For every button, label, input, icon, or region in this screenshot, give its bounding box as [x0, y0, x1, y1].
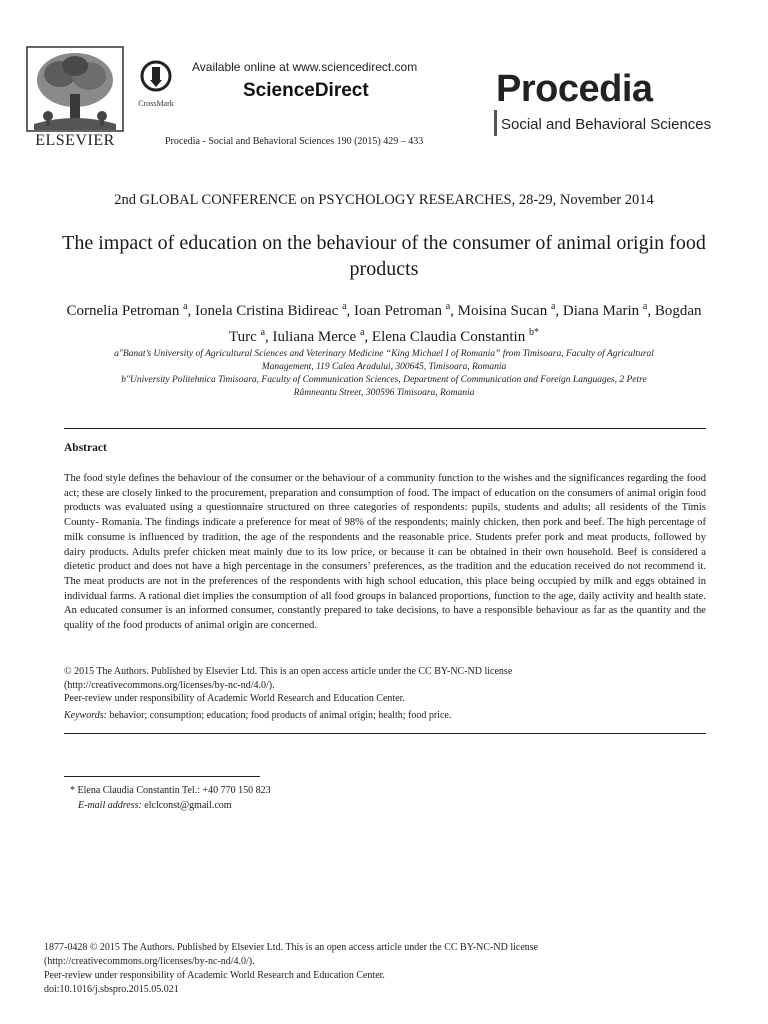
affiliation-b-line-1: b"University Politehnica Timisoara, Faculty of Communication Sciences, Department of Communication and Foreign Languages, 2 Petre — [121, 375, 647, 385]
footnote-rule — [64, 776, 260, 777]
author-affiliation-mark: a — [642, 301, 648, 312]
author-name: Diana Marin $^a$ — [562, 301, 648, 319]
email-label: E-mail address: — [78, 800, 142, 811]
sciencedirect-wordmark[interactable]: ScienceDirect — [243, 80, 369, 101]
procedia-wordmark: Procedia — [496, 68, 653, 110]
copyright-notice: © 2015 The Authors. Published by Elsevier Ltd. This is an open access article under the CC BY-NC-ND license — [64, 666, 513, 677]
footer-license-link[interactable]: (http://creativecommons.org/licenses/by-nc-nd/4.0/). — [44, 956, 255, 967]
author-name: Cornelia Petroman $^a$ — [66, 301, 188, 319]
affiliation-a-line-1: a"Banat’s University of Agricultural Sciences and Veterinary Medicine “King Michael I of Romania” from Timisoara, Faculty of Agricultural — [114, 349, 654, 359]
peer-review-notice: Peer-review under responsibility of Academic World Research and Education Center. — [64, 693, 405, 704]
footer-peer-review: Peer-review under responsibility of Academic World Research and Education Center. — [44, 970, 385, 981]
keywords-label: Keywords: — [64, 710, 107, 721]
author-list: Cornelia Petroman $^a$, Ionela Cristina Bidireac $^a$, Ioan Petroman $^a$, Moisina Sucan $^a$, Diana Marin $^a$, Bogdan Turc $^a$, Iuliana Merce $^a$, Elena Claudia Constantin $^{b*}$ — [66, 301, 702, 345]
license-link[interactable]: (http://creativecommons.org/licenses/by-nc-nd/4.0/). — [64, 680, 275, 691]
crossmark-icon — [140, 60, 172, 92]
crossmark-badge[interactable] — [136, 60, 176, 112]
abstract-heading: Abstract — [64, 442, 107, 454]
keywords-list: behavior; consumption; education; food products of animal origin; health; food price. — [109, 710, 452, 721]
author-affiliation-mark: a — [359, 327, 365, 338]
author-affiliation-mark: a — [342, 301, 347, 312]
author-name: Bogdan Turc $^a$ — [229, 303, 702, 345]
affiliation-b-line-2: Râmneantu Street, 300596 Timisoara, Romania — [293, 388, 475, 398]
corresponding-author: * Elena Claudia Constantin Tel.: +40 770 150 823 — [70, 785, 271, 796]
email-line — [78, 800, 232, 811]
crossmark-label: CrossMark — [138, 99, 174, 108]
author-name: Ionela Cristina Bidireac $^a$ — [195, 301, 347, 319]
author-affiliation-mark: a — [445, 301, 451, 312]
author-affiliation-mark: a — [260, 327, 266, 338]
footer-copyright: 1877-0428 © 2015 The Authors. Published by Elsevier Ltd. This is an open access article under the CC BY-NC-ND license — [44, 942, 539, 953]
elsevier-wordmark: ELSEVIER — [35, 132, 115, 149]
procedia-divider — [494, 110, 497, 136]
conference-name: 2nd GLOBAL CONFERENCE on PSYCHOLOGY RESEARCHES, 28-29, November 2014 — [114, 192, 654, 208]
author-affiliation-mark: a — [550, 301, 556, 312]
author-affiliation-mark: a — [183, 301, 188, 312]
affiliation-a-line-2: Management, 119 Calea Aradului, 300645, Timisoara, Romania — [261, 362, 507, 372]
author-name: Moisina Sucan $^a$ — [457, 301, 556, 319]
paper-title: The impact of education on the behaviour of the consumer of animal origin food products — [62, 232, 706, 280]
footer-doi[interactable]: doi:10.1016/j.sbspro.2015.05.021 — [44, 984, 179, 995]
author-affiliation-mark: b* — [528, 327, 539, 338]
elsevier-logo — [20, 46, 130, 150]
journal-citation: Procedia - Social and Behavioral Sciences 190 (2015) 429 – 433 — [165, 136, 424, 147]
author-name: Iuliana Merce $^a$ — [272, 327, 365, 345]
author-name: Ioan Petroman $^a$ — [354, 301, 451, 319]
keywords — [64, 710, 451, 721]
abstract-text: The food style defines the behaviour of the consumer or the behaviour of a community function to the wishes and the significances regarding the food act; these are closely linked to the procurement, preparation and consumption of food. The impact of education on the consumers of animal origin food products was evaluated using a questionnaire structured on three categories of respondents: pupils, students and adults; all residents of the Timis County- Romania. The findings indicate a preference for meat of 98% of the respondents; mainly chicken, then pork and beef. The high percentage of milk consume is influenced by tradition, the age of the respondents and the reasonable price. Students prefer pork and meat products, followed by dairy products. Adults prefer chicken meat mainly due to its low price, or because it can be obtained in their own household. Beef is considered a dietetic product and does not have a high percentage in the consumers’ preferences, as the tradition and the education received do not recommend it. The meat products are not in the preferences of the respondents with high school education, this place being occupied by milk and eggs obtained in individual farms. A rational diet implies the consumption of all food groups in balanced proportions, function to the age, daily activity and health state. An educated consumer is an informed consumer, constantly prepared to take decisions, to have a responsible behaviour as far as the quantity and the quality of the food products of animal origin are concerned. — [64, 473, 706, 632]
available-online[interactable]: Available online at www.sciencedirect.com — [192, 60, 418, 74]
email-address[interactable]: elclconst@gmail.com — [144, 800, 232, 811]
procedia-subtitle: Social and Behavioral Sciences — [501, 116, 712, 133]
author-name: Elena Claudia Constantin $^{b*}$ — [371, 327, 539, 345]
elsevier-tree-icon — [26, 46, 124, 132]
abstract-top-rule — [64, 428, 706, 429]
abstract-bottom-rule — [64, 733, 706, 734]
